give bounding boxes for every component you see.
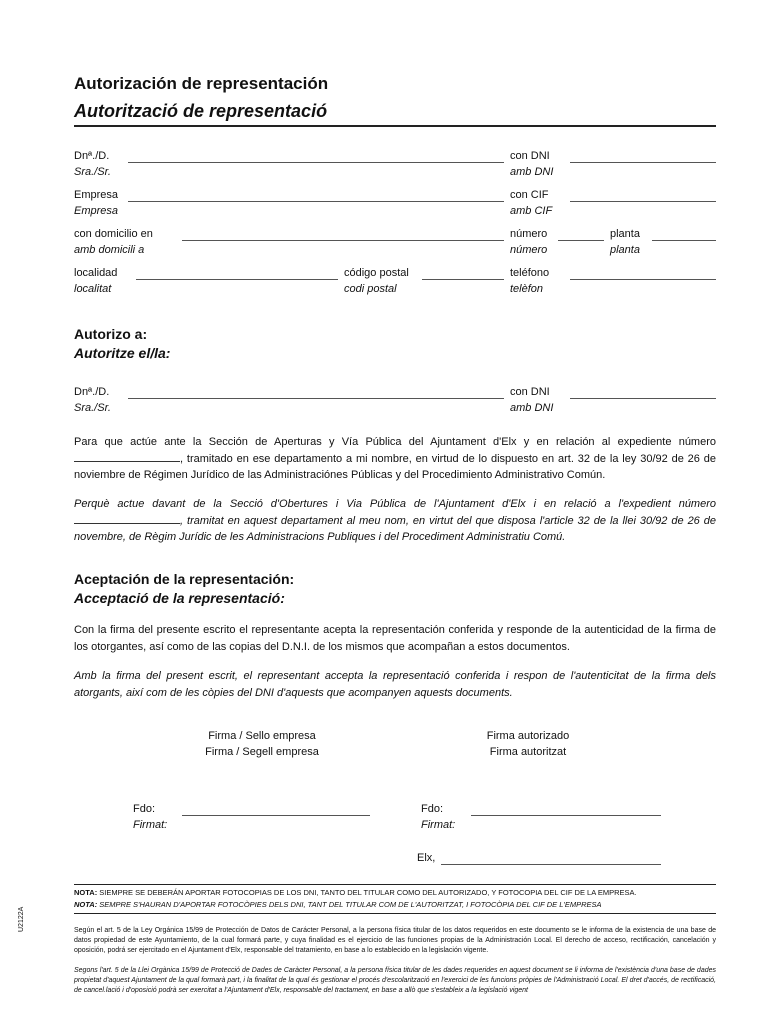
phone-label: teléfono <box>510 267 550 279</box>
note-box <box>74 884 716 914</box>
company-field[interactable] <box>128 201 504 202</box>
applicant-dni-field[interactable] <box>570 162 716 163</box>
authorized-signer-field[interactable] <box>471 815 661 816</box>
acceptance-heading-ca: Acceptació de la representació: <box>74 590 285 606</box>
signed-label-left: Fdo: <box>133 803 156 815</box>
company-signer-field[interactable] <box>182 815 370 816</box>
note-text-ca: SEMPRE S'HAURAN D'APORTAR FOTOCÒPIES DELS DNI, TANT DEL TITULAR COM DE L'AUTORITZAT, I FOTOCÒPIA DEL CIF DE L'EMPRESA <box>97 900 602 909</box>
purpose-text-ca-1: Perquè actue davant de la Secció d'Obertures i Via Pública de l'Ajuntament d'Elx i en relació a l'expedient número <box>74 498 716 510</box>
company-label: Empresa <box>74 189 119 201</box>
applicant-name-field[interactable] <box>128 162 504 163</box>
signed-label-right-ca: Firmat: <box>421 819 456 831</box>
rep-dni-label-ca: amb DNI <box>510 402 554 414</box>
cif-label-ca: amb CIF <box>510 205 553 217</box>
rep-name-label-ca: Sra./Sr. <box>74 402 111 414</box>
privacy-notice-ca: Segons l'art. 5 de la Llei Orgànica 15/99 de Protecció de Dades de Caràcter Personal, a la persona física titular de les dades requerides en aquest document se li informa de l'existència d'una base de dades propietat d'aquest Ajuntament de la qual formarà part, i la finalitat de la qual és gestionar el procés d'escolarització en l'exercici de les funcions pròpies de l'Administració Local. El dret d'accés, de rectificació, de cancel.lació i d'oposició podrà ser exercitat a l'Ajuntament d'Elx, responsable del tractament, en base a allò que s'estableix a la legislació vigent <box>74 967 716 994</box>
note-label-ca: NOTA: <box>74 900 98 909</box>
city-field[interactable] <box>136 279 338 280</box>
authorize-heading: Autorizo a: <box>74 326 148 342</box>
address-label: con domicilio en <box>74 228 153 240</box>
note-text-es: SIEMPRE SE DEBERÁN APORTAR FOTOCOPIAS DE LOS DNI, TANTO DEL TITULAR COMO DEL AUTORIZADO, Y FOTOCOPIA DEL CIF DE LA EMPRESA. <box>97 888 637 897</box>
representative-dni-field[interactable] <box>570 398 716 399</box>
postal-field[interactable] <box>422 279 504 280</box>
acceptance-text-ca: Amb la firma del present escrit, el representant accepta la representació conferida i respon de l'autenticitat de la firma dels atorgants, així com de les còpies del DNI d'aquests que acompanyen aquests documents. <box>74 670 716 699</box>
title-catalan: Autorització de representació <box>74 101 328 121</box>
signed-label-right: Fdo: <box>421 803 444 815</box>
authorize-heading-ca: Autoritze el/la: <box>74 345 171 361</box>
privacy-notice-es: Según el art. 5 de la Ley Orgánica 15/99 de Protección de Datos de Carácter Personal, a la persona física titular de los datos requeridos en este documento se le informa de la existencia de una base de datos propiedad de este Ayuntamiento, de la cual formará parte, y cuya finalidad es el ejercicio de las funciones propias de la Administración Local. El derecho de acceso, rectificación, cancelación y oposición, podrá ser ejercitado en el Ajuntament d'Elx, responsable del tratamiento, en base a lo establecido en la legislación vigente. <box>74 927 716 954</box>
representative-name-field[interactable] <box>128 398 504 399</box>
place-label: Elx, <box>417 852 436 864</box>
authorized-signature-label: Firma autorizado <box>486 730 570 742</box>
dni-label-ca: amb DNI <box>510 166 554 178</box>
floor-field[interactable] <box>652 240 716 241</box>
address-field[interactable] <box>182 240 504 241</box>
purpose-text-ca-2: , tramitat en aquest departament al meu nom, en virtut del que disposa l'article 32 de la llei 30/92 de 26 de novembre, de Règim Jurídic de les Administracions Publiques i del Procediment Administratiu Comú. <box>74 514 716 543</box>
dni-label: con DNI <box>510 150 550 162</box>
number-label: número <box>510 228 548 240</box>
title-spanish: Autorización de representación <box>74 74 329 93</box>
authorized-signature-label-ca: Firma autoritzat <box>489 746 567 758</box>
postal-label: código postal <box>344 267 409 279</box>
address-label-ca: amb domicili a <box>74 244 145 256</box>
floor-label: planta <box>610 228 640 240</box>
company-signature-label-ca: Firma / Segell empresa <box>205 746 319 758</box>
note-label-es: NOTA: <box>74 888 98 897</box>
note-ca <box>74 899 716 911</box>
file-number-field-ca[interactable] <box>74 514 180 524</box>
title-divider <box>74 125 716 127</box>
name-label: Dnª./D. <box>74 150 110 162</box>
rep-dni-label: con DNI <box>510 386 550 398</box>
number-label-ca: número <box>510 244 548 256</box>
note-es <box>74 887 716 899</box>
date-field[interactable] <box>441 864 661 865</box>
floor-label-ca: planta <box>610 244 640 256</box>
cif-field[interactable] <box>570 201 716 202</box>
signed-label-left-ca: Firmat: <box>133 819 168 831</box>
purpose-paragraph-es <box>74 434 716 484</box>
purpose-paragraph-ca <box>74 496 716 546</box>
company-label-ca: Empresa <box>74 205 119 217</box>
purpose-text-es-2: , tramitado en ese departamento a mi nombre, en virtud de lo dispuesto en art. 32 de la ley 30/92 de 26 de noviembre de Régimen Jurídico de las Administraciónes Públicas y del Procedimiento Administrativo Común. <box>74 452 716 481</box>
city-label-ca: localitat <box>74 283 112 295</box>
file-number-field[interactable] <box>74 452 180 462</box>
acceptance-heading: Aceptación de la representación: <box>74 571 295 587</box>
number-field[interactable] <box>558 240 604 241</box>
name-label-ca: Sra./Sr. <box>74 166 111 178</box>
postal-label-ca: codi postal <box>344 283 397 295</box>
city-label: localidad <box>74 267 118 279</box>
phone-field[interactable] <box>570 279 716 280</box>
company-signature-label: Firma / Sello empresa <box>208 730 316 742</box>
purpose-text-es-1: Para que actúe ante la Sección de Aperturas y Vía Pública del Ajuntament d'Elx y en relación al expediente número <box>74 436 716 448</box>
rep-name-label: Dnª./D. <box>74 386 110 398</box>
form-code: U2122A <box>18 906 25 932</box>
phone-label-ca: telèfon <box>510 283 544 295</box>
acceptance-text-es: Con la firma del presente escrito el representante acepta la representación conferida y responde de la autenticidad de la firma de los otorgantes, así como de las copias del D.N.I. de los mismos que acompañan a estos documentos. <box>74 624 716 653</box>
cif-label: con CIF <box>510 189 549 201</box>
